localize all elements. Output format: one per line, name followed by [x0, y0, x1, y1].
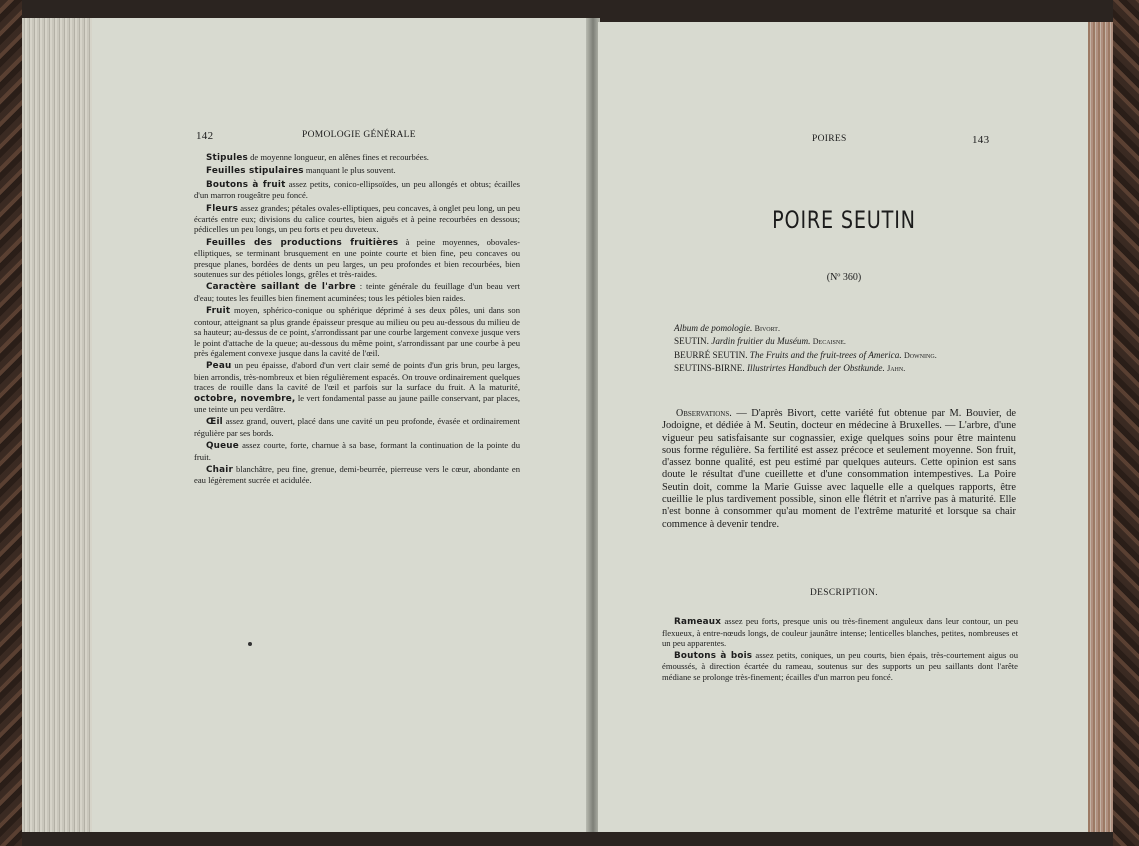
description-heading: DESCRIPTION.	[809, 588, 879, 598]
paragraph-boutons-a-fruit: Boutons à fruit assez petits, conico-ellipsoïdes, un peu allongés et obtus; écailles d'un marron rougeâtre peu foncé.	[194, 178, 520, 201]
page-edges-left	[22, 18, 92, 832]
running-head-left: POMOLOGIE GÉNÉRALE	[302, 130, 416, 140]
page-number-left: 142	[196, 130, 214, 142]
paragraph-fleurs: Fleurs assez grandes; pétales ovales-elliptiques, peu concaves, à onglet peu long, un peu écartés entre eux; divisions du calice courtes, bien aiguës et à peine recourbées en dessous; pédicelles un peu longs, un peu forts et peu duveteux.	[194, 202, 520, 235]
paragraph-caractere-saillant: Caractère saillant de l'arbre : teinte générale du feuillage d'un beau vert d'eau; toutes les feuilles bien finement acuminées; tous les pétioles bien raides.	[194, 281, 520, 303]
reference-item: SEUTINS-BIRNE. Illustrirtes Handbuch der Obstkunde. Jahn.	[674, 363, 906, 374]
observations-label: Observations.	[676, 408, 732, 419]
reference-item: BEURRÉ SEUTIN. The Fruits and the fruit-trees of America. Downing.	[674, 349, 937, 360]
references-list	[674, 322, 1014, 376]
paragraph-stipules: Stipules de moyenne longueur, en alênes fines et recourbées.	[206, 152, 429, 163]
paragraph-feuilles-productions: Feuilles des productions fruitières à peine moyennes, obovales-elliptiques, se terminant brusquement en une pointe courte et bien fine, peu concaves ou presque planes, bordées de dents un peu larges, un peu profondes et bien recourbées, bien soutenues sur des pétioles longs, grêles et très-raides.	[194, 236, 521, 280]
paragraph-chair: Chair blanchâtre, peu fine, grenue, demi-beurrée, pierreuse vers le cœur, abondante en eau légèrement sucrée et acidulée.	[194, 463, 520, 486]
right-page	[598, 22, 1090, 832]
paragraph-feuilles-stipulaires: Feuilles stipulaires manquant le plus souvent.	[206, 165, 396, 177]
paragraph-boutons-a-bois: Boutons à bois assez petits, coniques, un peu courts, bien épais, très-courtement aigus ou émoussés, à direction écartée du rameau, soutenus sur des supports un peu saillants dont l'arête médiane se prolonge très-finement; écailles d'un marron peu foncé.	[662, 649, 1018, 682]
observations-text: — D'après Bivort, cette variété fut obtenue par M. Bouvier, de Jodoigne, et dédiée à M. Seutin, docteur en médecine à Bruxelles. — L'arbre, d'une vigueur peu satisfaisante sur cognassier, exige quelques soins pour être maintenu sous forme régulière. Sa fertilité est assez précoce et seulement moyenne. Son fruit, d'assez bonne qualité, est peu estimé par quelques auteurs. Cette opinion est sans doute le résultat d'une cueillette et d'une consommation intempestives. La Poire Seutin doit, comme la Marie Guisse avec laquelle elle a quelques rapports, être cueillie le plus tardivement possible, sinon elle flétrit et n'arrive pas à maturité. Elle n'est bonne à consommer qu'au moment de l'extrême maturité et lorsque sa chair commence à devenir tendre.	[662, 408, 1016, 530]
left-page-body	[194, 152, 520, 488]
paragraph-queue: Queue assez courte, forte, charnue à sa base, formant la continuation de la pointe du fruit.	[194, 440, 520, 462]
variety-number: (Nº 360)	[826, 272, 862, 283]
ink-spot	[248, 642, 252, 646]
description-body	[662, 616, 1018, 684]
left-page	[92, 18, 588, 832]
paragraph-rameaux: Rameaux assez peu forts, presque unis ou très-finement anguleux dans leur contour, un peu flexueux, à entre-nœuds longs, de couleur jaunâtre intense; lenticelles blanches, petites, nombreuses et un peu apparentes.	[662, 616, 1018, 649]
page-title: POIRE SEUTIN	[772, 206, 916, 234]
observations-paragraph	[662, 408, 1016, 531]
reference-item: Album de pomologie. Bivort.	[674, 323, 780, 333]
paragraph-fruit: Fruit moyen, sphérico-conique ou sphérique déprimé à ses deux pôles, uni dans son contour, atteignant sa plus grande épaisseur presque au milieu ou peu au-dessous du milieu de sa hauteur; au-dessus de ce point, s'arrondissant par une courbe largement convexe jusque vers le point d'attache de la queue; au-dessous du même point, s'arrondissant par une courbe à peu près également convexe jusque dans la cavité de l'œil.	[194, 305, 520, 358]
running-head-right: POIRES	[812, 134, 847, 144]
page-number-right: 143	[972, 134, 990, 146]
paragraph-oeil: Œil assez grand, ouvert, placé dans une cavité un peu profonde, évasée et ordinairement régulière par ses bords.	[194, 416, 520, 438]
reference-item: SEUTIN. Jardin fruitier du Muséum. Decaisne.	[674, 336, 846, 347]
paragraph-peau: Peau un peu épaisse, d'abord d'un vert clair semé de points d'un gris brun, peu larges, bien arrondis, très-nombreux et bien régulièrement espacés. On trouve ordinairement quelques traces de rouille dans la cavité de l'œil et parfois sur la surface du fruit. A la maturité, octobre, novembre, le vert fondamental passe au jaune paille conservant, par places, une teinte un peu verdâtre.	[194, 360, 521, 414]
book-binding-right	[1113, 0, 1139, 846]
page-edges-right	[1088, 22, 1114, 832]
book-binding-left	[0, 0, 22, 846]
